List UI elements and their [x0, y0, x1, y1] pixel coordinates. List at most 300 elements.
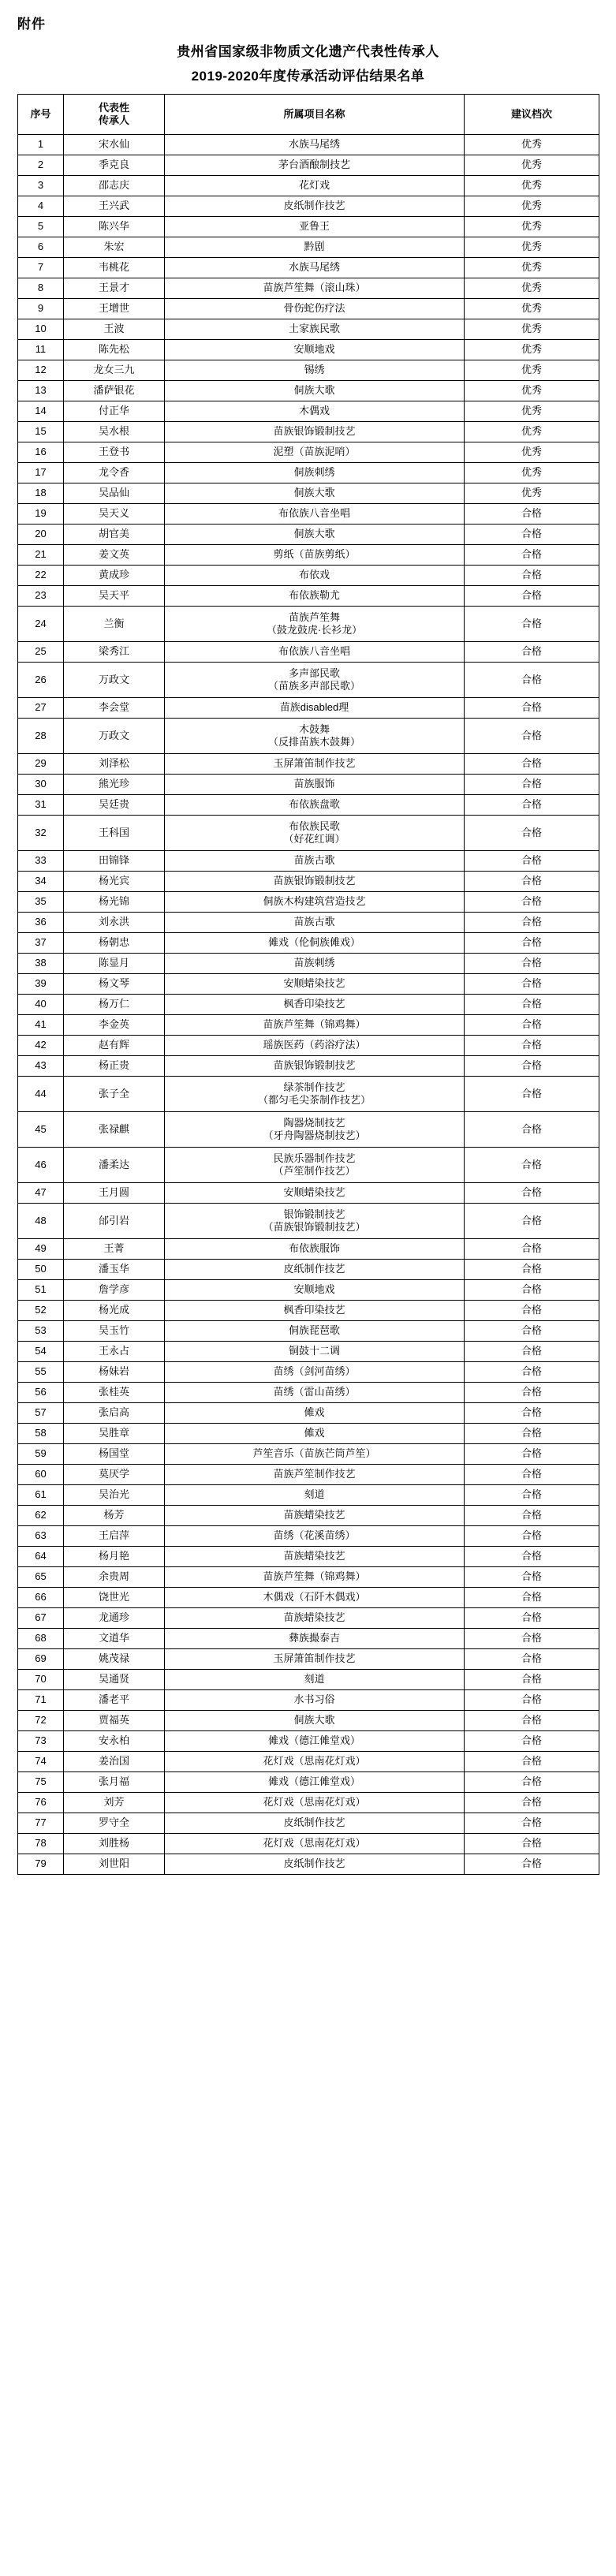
table-row: [18, 698, 599, 719]
cell-sequence-number: 11: [18, 340, 64, 360]
cell-project-name: 骨伤蛇伤疗法: [165, 299, 465, 319]
cell-sequence-number: 57: [18, 1403, 64, 1424]
cell-inheritor-name: 王永占: [64, 1342, 165, 1362]
cell-project-name: 玉屏箫笛制作技艺: [165, 754, 465, 775]
table-row: [18, 1321, 599, 1342]
table-row: [18, 1301, 599, 1321]
cell-grade: 合格: [465, 663, 599, 698]
cell-project-name: [165, 607, 465, 642]
cell-sequence-number: 5: [18, 217, 64, 237]
cell-inheritor-name: 宋水仙: [64, 135, 165, 155]
cell-project-name: [165, 1204, 465, 1239]
cell-grade: 优秀: [465, 196, 599, 217]
cell-project-name: 花灯戏（思南花灯戏）: [165, 1752, 465, 1772]
cell-sequence-number: 48: [18, 1204, 64, 1239]
cell-inheritor-name: 赵有辉: [64, 1036, 165, 1056]
table-row: [18, 1280, 599, 1301]
cell-project-name: 傩戏: [165, 1424, 465, 1444]
table-row: [18, 401, 599, 422]
table-row: [18, 1465, 599, 1485]
cell-sequence-number: 1: [18, 135, 64, 155]
table-row: [18, 795, 599, 816]
cell-sequence-number: 69: [18, 1649, 64, 1670]
cell-grade: 优秀: [465, 278, 599, 299]
cell-sequence-number: 28: [18, 719, 64, 754]
cell-sequence-number: 8: [18, 278, 64, 299]
table-row: [18, 1403, 599, 1424]
cell-inheritor-name: 杨妹岩: [64, 1362, 165, 1383]
table-row: [18, 816, 599, 851]
cell-inheritor-name: 朱宏: [64, 237, 165, 258]
cell-sequence-number: 41: [18, 1015, 64, 1036]
cell-inheritor-name: 季克良: [64, 155, 165, 176]
cell-inheritor-name: 潘老平: [64, 1690, 165, 1711]
column-header-grade: 建议档次: [465, 95, 599, 135]
cell-project-line: 银饰锻制技艺: [283, 1208, 345, 1220]
cell-inheritor-name: 吴天平: [64, 586, 165, 607]
cell-inheritor-name: 吴廷贵: [64, 795, 165, 816]
table-row: [18, 1629, 599, 1649]
cell-grade: 合格: [465, 1854, 599, 1875]
table-row: [18, 933, 599, 954]
cell-project-line: （都匀毛尖茶制作技艺）: [257, 1094, 371, 1106]
cell-project-name: [165, 1148, 465, 1183]
cell-project-name: 皮纸制作技艺: [165, 1813, 465, 1834]
table-row: [18, 1793, 599, 1813]
cell-project-name: 安顺蜡染技艺: [165, 1183, 465, 1204]
cell-inheritor-name: 余贵周: [64, 1567, 165, 1588]
table-row: [18, 892, 599, 913]
cell-inheritor-name: 王增世: [64, 299, 165, 319]
cell-project-name: 铜鼓十二调: [165, 1342, 465, 1362]
cell-inheritor-name: 杨国堂: [64, 1444, 165, 1465]
cell-inheritor-name: 陈显月: [64, 954, 165, 974]
cell-grade: 合格: [465, 1301, 599, 1321]
cell-inheritor-name: 邵志庆: [64, 176, 165, 196]
table-row: [18, 525, 599, 545]
cell-inheritor-name: 吴治光: [64, 1485, 165, 1506]
cell-grade: 合格: [465, 1015, 599, 1036]
cell-sequence-number: 45: [18, 1112, 64, 1148]
table-row: [18, 1670, 599, 1690]
cell-sequence-number: 70: [18, 1670, 64, 1690]
cell-inheritor-name: 安永柏: [64, 1731, 165, 1752]
cell-sequence-number: 66: [18, 1588, 64, 1608]
attachment-label: 附件: [17, 17, 46, 32]
cell-sequence-number: 53: [18, 1321, 64, 1342]
cell-inheritor-name: 杨朝忠: [64, 933, 165, 954]
table-row: [18, 1731, 599, 1752]
cell-project-name: 花灯戏: [165, 176, 465, 196]
cell-project-line: 绿茶制作技艺: [283, 1081, 345, 1093]
cell-grade: 合格: [465, 913, 599, 933]
table-row: [18, 851, 599, 872]
cell-grade: 合格: [465, 1148, 599, 1183]
table-row: [18, 1112, 599, 1148]
cell-inheritor-name: 张子全: [64, 1077, 165, 1112]
cell-grade: 合格: [465, 1465, 599, 1485]
cell-inheritor-name: 杨芳: [64, 1506, 165, 1526]
table-row: [18, 1056, 599, 1077]
table-row: [18, 1752, 599, 1772]
cell-sequence-number: 10: [18, 319, 64, 340]
cell-sequence-number: 36: [18, 913, 64, 933]
table-row: [18, 586, 599, 607]
cell-grade: 合格: [465, 566, 599, 586]
cell-sequence-number: 43: [18, 1056, 64, 1077]
cell-inheritor-name: 文道华: [64, 1629, 165, 1649]
cell-project-name: 锡绣: [165, 360, 465, 381]
cell-project-name: 木偶戏: [165, 401, 465, 422]
cell-grade: 合格: [465, 1752, 599, 1772]
cell-sequence-number: 31: [18, 795, 64, 816]
cell-sequence-number: 78: [18, 1834, 64, 1854]
table-row: [18, 566, 599, 586]
cell-sequence-number: 13: [18, 381, 64, 401]
cell-sequence-number: 75: [18, 1772, 64, 1793]
cell-project-name: 侗族大歌: [165, 381, 465, 401]
cell-sequence-number: 72: [18, 1711, 64, 1731]
cell-grade: 合格: [465, 1077, 599, 1112]
cell-grade: 合格: [465, 1649, 599, 1670]
cell-project-line: （苗族银饰锻制技艺）: [263, 1221, 366, 1233]
cell-inheritor-name: 龙女三九: [64, 360, 165, 381]
cell-project-name: 木偶戏（石阡木偶戏）: [165, 1588, 465, 1608]
table-row: [18, 1649, 599, 1670]
cell-project-name: 苗绣（花溪苗绣）: [165, 1526, 465, 1547]
cell-project-name: 黔剧: [165, 237, 465, 258]
cell-sequence-number: 25: [18, 642, 64, 663]
cell-inheritor-name: 田锦锋: [64, 851, 165, 872]
table-row: [18, 1690, 599, 1711]
table-row: [18, 1813, 599, 1834]
table-row: [18, 1567, 599, 1588]
cell-grade: 合格: [465, 775, 599, 795]
table-row: [18, 1424, 599, 1444]
table-row: [18, 1204, 599, 1239]
cell-sequence-number: 42: [18, 1036, 64, 1056]
cell-inheritor-name: 陈先松: [64, 340, 165, 360]
cell-sequence-number: 24: [18, 607, 64, 642]
cell-project-name: 侗族大歌: [165, 483, 465, 504]
cell-project-name: [165, 663, 465, 698]
table-header: [18, 95, 599, 135]
cell-grade: 合格: [465, 1280, 599, 1301]
cell-grade: 合格: [465, 1362, 599, 1383]
cell-project-name: 侗族琵琶歌: [165, 1321, 465, 1342]
table-row: [18, 1383, 599, 1403]
cell-grade: 合格: [465, 1424, 599, 1444]
table-row: [18, 155, 599, 176]
cell-sequence-number: 76: [18, 1793, 64, 1813]
cell-inheritor-name: 杨文琴: [64, 974, 165, 995]
cell-inheritor-name: 吴品仙: [64, 483, 165, 504]
table-row: [18, 545, 599, 566]
cell-grade: 合格: [465, 1506, 599, 1526]
cell-project-name: 侗族木构建筑营造技艺: [165, 892, 465, 913]
cell-grade: 优秀: [465, 340, 599, 360]
cell-grade: 合格: [465, 1690, 599, 1711]
table-row: [18, 1588, 599, 1608]
cell-sequence-number: 50: [18, 1260, 64, 1280]
column-header-name: [64, 95, 165, 135]
cell-inheritor-name: 黄成珍: [64, 566, 165, 586]
cell-grade: 合格: [465, 586, 599, 607]
cell-grade: 合格: [465, 1588, 599, 1608]
cell-inheritor-name: 姜治国: [64, 1752, 165, 1772]
cell-grade: 合格: [465, 754, 599, 775]
cell-sequence-number: 44: [18, 1077, 64, 1112]
cell-project-name: 剪纸（苗族剪纸）: [165, 545, 465, 566]
cell-inheritor-name: 杨万仁: [64, 995, 165, 1015]
cell-grade: 合格: [465, 1813, 599, 1834]
cell-project-name: 苗族刺绣: [165, 954, 465, 974]
cell-project-name: 傩戏（德江傩堂戏）: [165, 1772, 465, 1793]
cell-inheritor-name: 付正华: [64, 401, 165, 422]
cell-grade: 合格: [465, 504, 599, 525]
cell-inheritor-name: 潘玉华: [64, 1260, 165, 1280]
cell-project-name: 亚鲁王: [165, 217, 465, 237]
cell-grade: 合格: [465, 545, 599, 566]
table-body: [18, 135, 599, 1875]
table-row: [18, 754, 599, 775]
table-row: [18, 1362, 599, 1383]
cell-sequence-number: 9: [18, 299, 64, 319]
cell-inheritor-name: 邰引岩: [64, 1204, 165, 1239]
cell-inheritor-name: 刘永洪: [64, 913, 165, 933]
cell-inheritor-name: 龙通珍: [64, 1608, 165, 1629]
cell-inheritor-name: 饶世光: [64, 1588, 165, 1608]
table-row: [18, 607, 599, 642]
cell-project-name: 安顺蜡染技艺: [165, 974, 465, 995]
cell-inheritor-name: 杨正贵: [64, 1056, 165, 1077]
table-row: [18, 258, 599, 278]
cell-sequence-number: 34: [18, 872, 64, 892]
cell-grade: 合格: [465, 1793, 599, 1813]
cell-inheritor-name: 王景才: [64, 278, 165, 299]
table-row: [18, 1854, 599, 1875]
cell-sequence-number: 77: [18, 1813, 64, 1834]
cell-grade: 合格: [465, 1112, 599, 1148]
cell-inheritor-name: 王兴武: [64, 196, 165, 217]
cell-project-name: 布依族勒尤: [165, 586, 465, 607]
table-row: [18, 1772, 599, 1793]
cell-project-name: 水书习俗: [165, 1690, 465, 1711]
cell-sequence-number: 3: [18, 176, 64, 196]
cell-grade: 合格: [465, 1670, 599, 1690]
cell-inheritor-name: 韦桃花: [64, 258, 165, 278]
cell-sequence-number: 74: [18, 1752, 64, 1772]
table-row: [18, 504, 599, 525]
cell-inheritor-name: 吴玉竹: [64, 1321, 165, 1342]
cell-project-line: （芦笙制作技艺）: [273, 1165, 356, 1177]
cell-inheritor-name: 杨光锦: [64, 892, 165, 913]
cell-project-name: [165, 719, 465, 754]
cell-grade: 优秀: [465, 483, 599, 504]
cell-project-name: 苗族银饰锻制技艺: [165, 872, 465, 892]
table-row: [18, 642, 599, 663]
cell-grade: 合格: [465, 1608, 599, 1629]
cell-sequence-number: 19: [18, 504, 64, 525]
table-row: [18, 1444, 599, 1465]
cell-project-name: 苗族芦笙制作技艺: [165, 1465, 465, 1485]
cell-sequence-number: 39: [18, 974, 64, 995]
roster-table: [17, 94, 599, 1875]
cell-project-name: 侗族刺绣: [165, 463, 465, 483]
cell-grade: 优秀: [465, 299, 599, 319]
cell-project-name: 苗绣（剑河苗绣）: [165, 1362, 465, 1383]
cell-grade: 合格: [465, 892, 599, 913]
cell-sequence-number: 35: [18, 892, 64, 913]
cell-project-name: 刻道: [165, 1485, 465, 1506]
cell-grade: 合格: [465, 995, 599, 1015]
table-row: [18, 1183, 599, 1204]
cell-project-name: 苗族银饰锻制技艺: [165, 422, 465, 442]
cell-project-name: 苗族蜡染技艺: [165, 1608, 465, 1629]
cell-project-line: （好花红调）: [283, 833, 345, 845]
cell-grade: 合格: [465, 1711, 599, 1731]
cell-project-name: 刻道: [165, 1670, 465, 1690]
cell-project-name: 芦笙音乐（苗族芒筒芦笙）: [165, 1444, 465, 1465]
cell-inheritor-name: 莫厌学: [64, 1465, 165, 1485]
cell-grade: 合格: [465, 607, 599, 642]
cell-project-name: 侗族大歌: [165, 525, 465, 545]
cell-sequence-number: 4: [18, 196, 64, 217]
cell-grade: 合格: [465, 933, 599, 954]
table-row: [18, 278, 599, 299]
cell-inheritor-name: 王月圆: [64, 1183, 165, 1204]
cell-grade: 合格: [465, 1834, 599, 1854]
cell-sequence-number: 58: [18, 1424, 64, 1444]
cell-project-name: 玉屏箫笛制作技艺: [165, 1649, 465, 1670]
table-row: [18, 463, 599, 483]
cell-inheritor-name: 胡官美: [64, 525, 165, 545]
cell-inheritor-name: 龙令香: [64, 463, 165, 483]
column-header-no: 序号: [18, 95, 64, 135]
cell-inheritor-name: 杨月艳: [64, 1547, 165, 1567]
cell-project-name: 苗族古歌: [165, 851, 465, 872]
cell-grade: 合格: [465, 1567, 599, 1588]
cell-inheritor-name: 吴天义: [64, 504, 165, 525]
table-row: [18, 1239, 599, 1260]
cell-sequence-number: 49: [18, 1239, 64, 1260]
cell-sequence-number: 47: [18, 1183, 64, 1204]
cell-inheritor-name: 张桂英: [64, 1383, 165, 1403]
cell-sequence-number: 62: [18, 1506, 64, 1526]
cell-grade: 合格: [465, 954, 599, 974]
cell-inheritor-name: 詹学彦: [64, 1280, 165, 1301]
cell-grade: 合格: [465, 1485, 599, 1506]
table-row: [18, 1015, 599, 1036]
table-row: [18, 237, 599, 258]
cell-grade: 优秀: [465, 176, 599, 196]
table-row: [18, 954, 599, 974]
document-title: 贵州省国家级非物质文化遗产代表性传承人: [177, 44, 439, 59]
cell-inheritor-name: 兰衡: [64, 607, 165, 642]
cell-grade: 合格: [465, 1383, 599, 1403]
cell-project-name: 布依族八音坐唱: [165, 504, 465, 525]
roster-table-wrapper: [0, 94, 616, 1875]
cell-inheritor-name: 吴胜章: [64, 1424, 165, 1444]
cell-grade: 优秀: [465, 217, 599, 237]
cell-project-name: 苗族芦笙舞（锦鸡舞）: [165, 1015, 465, 1036]
table-row: [18, 1077, 599, 1112]
cell-project-name: 土家族民歌: [165, 319, 465, 340]
table-row: [18, 1834, 599, 1854]
cell-project-name: 布依戏: [165, 566, 465, 586]
cell-inheritor-name: 贾福英: [64, 1711, 165, 1731]
table-row: [18, 913, 599, 933]
table-row: [18, 360, 599, 381]
cell-project-line: 苗族芦笙舞: [288, 610, 340, 623]
cell-sequence-number: 52: [18, 1301, 64, 1321]
cell-project-name: 苗绣（雷山苗绣）: [165, 1383, 465, 1403]
cell-sequence-number: 2: [18, 155, 64, 176]
table-row: [18, 442, 599, 463]
cell-project-name: [165, 1112, 465, 1148]
cell-project-name: 苗族芦笙舞（滚山珠）: [165, 278, 465, 299]
cell-sequence-number: 21: [18, 545, 64, 566]
cell-project-line: 木鼓舞: [298, 722, 330, 735]
cell-sequence-number: 27: [18, 698, 64, 719]
cell-project-name: 花灯戏（思南花灯戏）: [165, 1834, 465, 1854]
cell-sequence-number: 68: [18, 1629, 64, 1649]
cell-grade: 合格: [465, 1444, 599, 1465]
table-row: [18, 719, 599, 754]
cell-sequence-number: 17: [18, 463, 64, 483]
cell-grade: 优秀: [465, 401, 599, 422]
cell-project-name: 傩戏: [165, 1403, 465, 1424]
cell-project-name: 茅台酒酿制技艺: [165, 155, 465, 176]
cell-sequence-number: 6: [18, 237, 64, 258]
cell-grade: 合格: [465, 525, 599, 545]
cell-sequence-number: 51: [18, 1280, 64, 1301]
cell-project-line: 陶器烧制技艺: [283, 1116, 345, 1129]
cell-inheritor-name: 梁秀江: [64, 642, 165, 663]
cell-inheritor-name: 王菁: [64, 1239, 165, 1260]
cell-grade: 优秀: [465, 237, 599, 258]
cell-grade: 合格: [465, 1403, 599, 1424]
cell-project-name: 皮纸制作技艺: [165, 196, 465, 217]
cell-inheritor-name: 潘柔达: [64, 1148, 165, 1183]
cell-inheritor-name: 潘萨银花: [64, 381, 165, 401]
cell-grade: 合格: [465, 1036, 599, 1056]
cell-grade: 合格: [465, 1321, 599, 1342]
cell-sequence-number: 54: [18, 1342, 64, 1362]
cell-inheritor-name: 张禄麒: [64, 1112, 165, 1148]
cell-grade: 合格: [465, 1547, 599, 1567]
cell-project-name: 苗族disabled理: [165, 698, 465, 719]
table-row: [18, 995, 599, 1015]
cell-grade: 优秀: [465, 442, 599, 463]
cell-inheritor-name: 张启高: [64, 1403, 165, 1424]
cell-project-name: 水族马尾绣: [165, 258, 465, 278]
cell-project-name: 布依族八音坐唱: [165, 642, 465, 663]
cell-inheritor-name: 姚茂禄: [64, 1649, 165, 1670]
cell-inheritor-name: 吴通贤: [64, 1670, 165, 1690]
cell-project-line: （反排苗族木鼓舞）: [267, 736, 360, 748]
cell-sequence-number: 33: [18, 851, 64, 872]
cell-project-name: 枫香印染技艺: [165, 995, 465, 1015]
cell-grade: 合格: [465, 1772, 599, 1793]
table-row: [18, 319, 599, 340]
cell-grade: 合格: [465, 1526, 599, 1547]
cell-grade: 合格: [465, 698, 599, 719]
cell-inheritor-name: 吴水根: [64, 422, 165, 442]
cell-project-name: 皮纸制作技艺: [165, 1260, 465, 1280]
cell-project-name: 瑶族医药（药浴疗法）: [165, 1036, 465, 1056]
cell-sequence-number: 22: [18, 566, 64, 586]
